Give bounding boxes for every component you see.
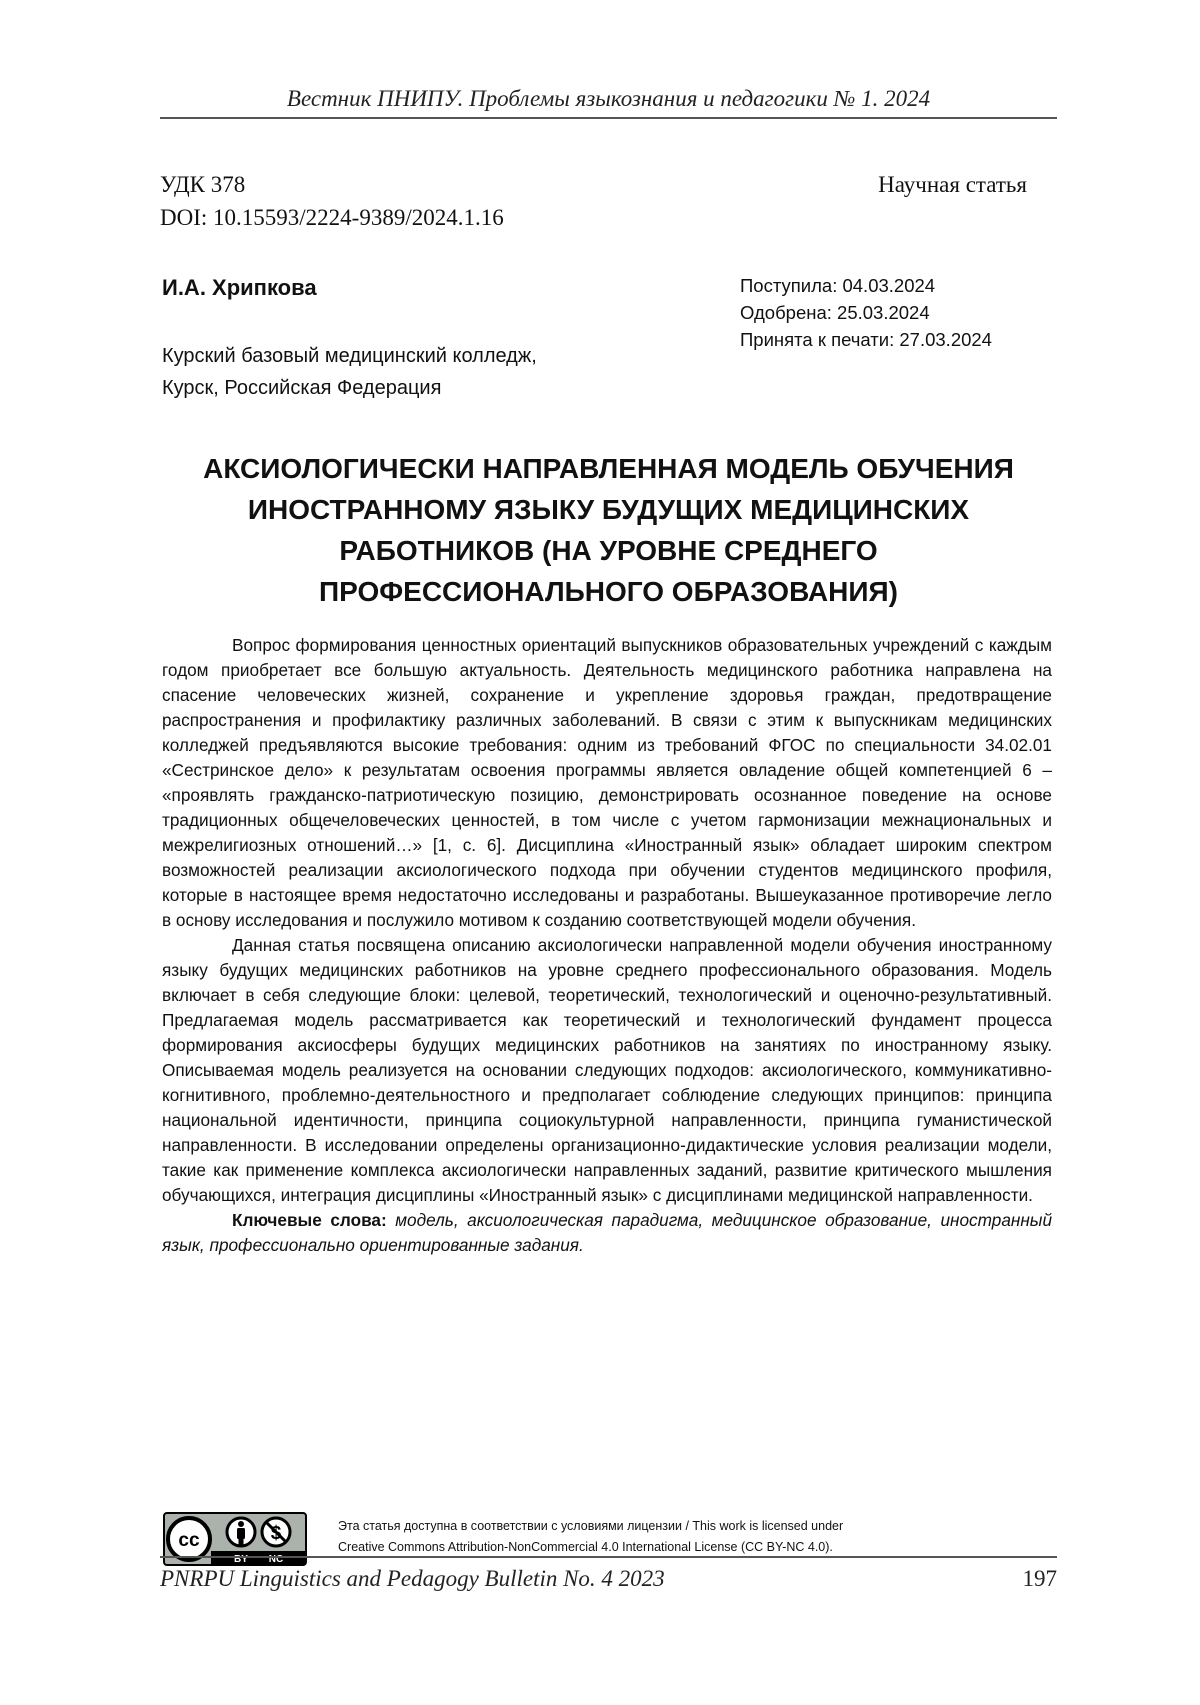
abstract <box>162 633 1052 1258</box>
article-type: Научная статья <box>878 170 1027 200</box>
affiliation-line: Курский базовый медицинский колледж, <box>162 340 537 372</box>
article-title <box>160 448 1057 612</box>
keywords <box>162 1208 1052 1258</box>
date-received: Поступила: 04.03.2024 <box>740 272 992 299</box>
title-line: ПРОФЕССИОНАЛЬНОГО ОБРАЗОВАНИЯ) <box>160 571 1057 612</box>
journal-header-title: Вестник ПНИПУ. Проблемы языкознания и педагогики № 1. 2024 <box>160 86 1057 112</box>
cc-license-badge[interactable] <box>163 1512 307 1566</box>
page-number: 197 <box>1023 1566 1058 1592</box>
license-line[interactable]: Creative Commons Attribution-NonCommercial 4.0 International License (CC BY-NC 4.0). <box>338 1537 1058 1558</box>
author-name: И.А. Хрипкова <box>162 275 317 301</box>
title-line: ИНОСТРАННОМУ ЯЗЫКУ БУДУЩИХ МЕДИЦИНСКИХ <box>160 489 1057 530</box>
by-badge-label: BY <box>234 1554 248 1565</box>
keywords-list: модель, аксиологическая парадигма, медицинское образование, иностранный язык, профессионально ориентированные задания. <box>162 1210 1052 1255</box>
author-affiliation <box>162 340 537 404</box>
affiliation-line: Курск, Российская Федерация <box>162 372 537 404</box>
cc-badge-label: cc <box>178 1530 200 1551</box>
title-line: АКСИОЛОГИЧЕСКИ НАПРАВЛЕННАЯ МОДЕЛЬ ОБУЧЕНИЯ <box>160 448 1057 489</box>
license-line: Эта статья доступна в соответствии с условиями лицензии / This work is licensed under <box>338 1516 1058 1537</box>
abstract-paragraph: Данная статья посвящена описанию аксиологически направленной модели обучения иностранному языку будущих медицинских работников на уровне среднего профессионального образования. Модель включает в себя следующие блоки: целевой, теоретический, технологический и оценочно-результативный. Предлагаемая модель рассматривается как теоретический и технологический фундамент процесса формирования аксиосферы будущих медицинских работников на занятиях по иностранному языку. Описываемая модель реализуется на основании следующих подходов: аксиологического, коммуникативно-когнитивного, проблемно-деятельностного и предполагает соблюдение следующих принципов: принципа национальной идентичности, принципа социокультурной направленности, принципа гуманистической направленности. В исследовании определены организационно-дидактические условия реализации модели, такие как применение комплекса аксиологически направленных заданий, развитие критического мышления обучающихся, интеграция дисциплины «Иностранный язык» с дисциплинами медицинской направленности. <box>162 933 1052 1208</box>
date-approved: Одобрена: 25.03.2024 <box>740 299 992 326</box>
license-notice <box>338 1516 1058 1558</box>
footer-divider <box>160 1556 1057 1558</box>
doi: DOI: 10.15593/2224-9389/2024.1.16 <box>160 203 504 233</box>
title-line: РАБОТНИКОВ (НА УРОВНЕ СРЕДНЕГО <box>160 530 1057 571</box>
keywords-label: Ключевые слова: <box>232 1210 387 1230</box>
date-accepted: Принята к печати: 27.03.2024 <box>740 326 992 353</box>
footer-journal-title: PNRPU Linguistics and Pedagogy Bulletin No. 4 2023 <box>160 1566 665 1592</box>
cc-by-nc-icon <box>163 1512 307 1566</box>
abstract-paragraph: Вопрос формирования ценностных ориентаций выпускников образовательных учреждений с каждым годом приобретает все большую актуальность. Деятельность медицинского работника направлена на спасение человеческих жизней, сохранение и укрепление здоровья граждан, предотвращение распространения и профилактику различных заболеваний. В связи с этим к выпускникам медицинских колледжей предъявляются высокие требования: одним из требований ФГОС по специальности 34.02.01 «Сестринское дело» к результатам освоения программы является овладение общей компетенцией 6 – «проявлять гражданско-патриотическую позицию, демонстрировать осознанное поведение на основе традиционных общечеловеческих ценностей, в том числе с учетом гармонизации межнациональных и межрелигиозных отношений…» [1, с. 6]. Дисциплина «Иностранный язык» обладает широким спектром возможностей реализации аксиологического подхода при обучении студентов медицинского профиля, которые в настоящее время недостаточно исследованы и разработаны. Вышеуказанное противоречие легло в основу исследования и послужило мотивом к созданию соответствующей модели обучения. <box>162 633 1052 933</box>
udk-code: УДК 378 <box>160 170 245 200</box>
header-divider <box>160 117 1057 119</box>
article-dates <box>740 272 992 353</box>
nc-badge-label: NC <box>269 1554 283 1565</box>
